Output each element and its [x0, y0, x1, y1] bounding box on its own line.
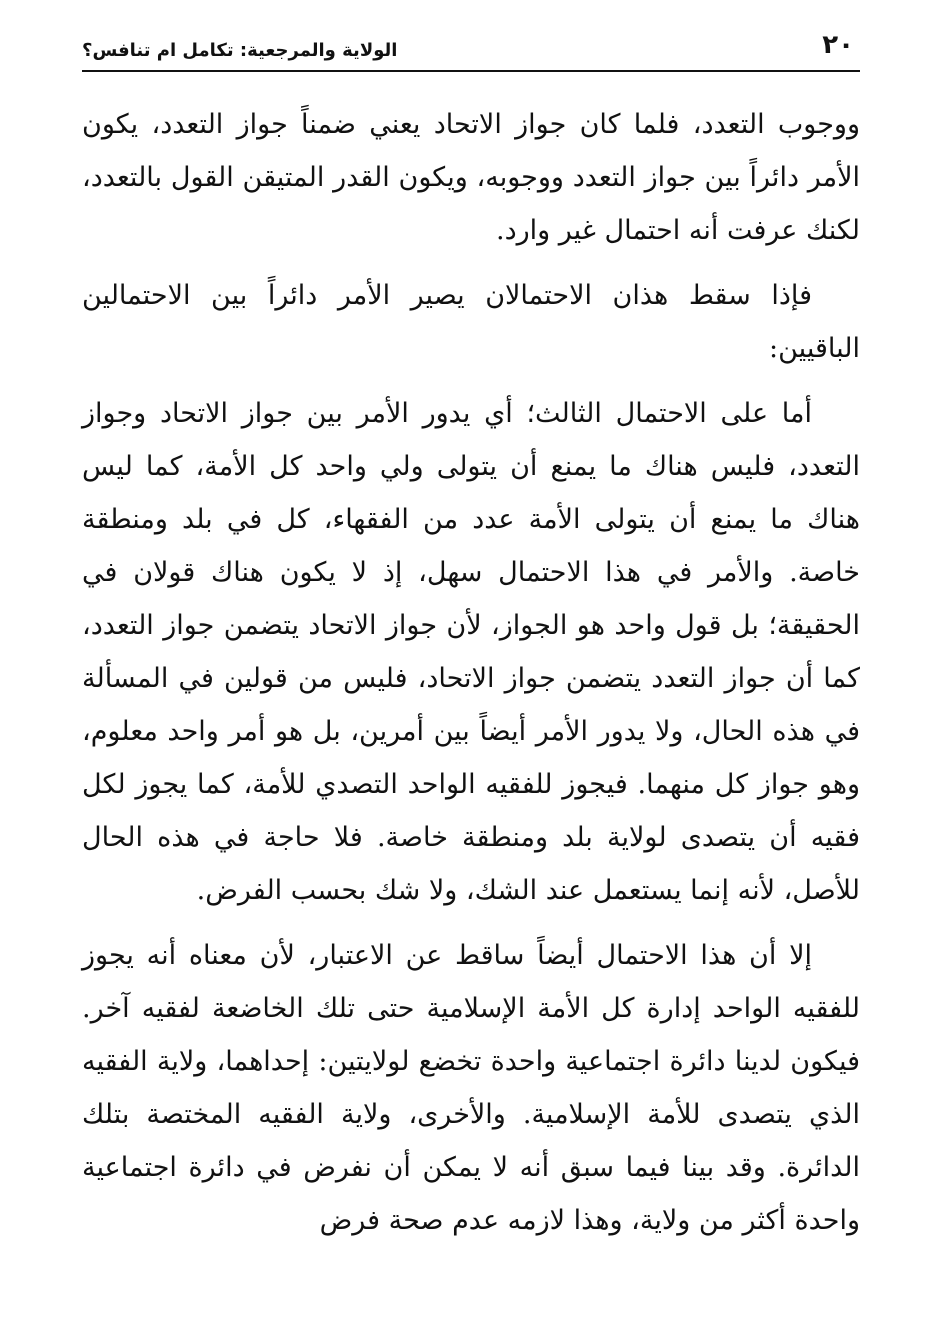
page-number: ٢٠	[822, 30, 854, 60]
paragraph-1: ووجوب التعدد، فلما كان جواز الاتحاد يعني ضمناً جواز التعدد، يكون الأمر دائراً بين جواز التعدد ووجوبه، ويكون القدر المتيقن القول بالتعدد، لكنك عرفت أنه احتمال غير وارد.	[82, 109, 860, 246]
page-header	[82, 30, 860, 72]
running-title: الولاية والمرجعية: تكامل ام تنافس؟	[82, 40, 398, 61]
body-text	[82, 98, 860, 1259]
paragraph-3: أما على الاحتمال الثالث؛ أي يدور الأمر بين جواز الاتحاد وجواز التعدد، فليس هناك ما يمنع أن يتولى ولي واحد كل الأمة، كما ليس هناك ما يمنع أن يتولى الأمة عدد من الفقهاء، كل في بلد ومنطقة خاصة. والأمر في هذا الاحتمال سهل، إذ لا يكون هناك قولان في الحقيقة؛ بل قول واحد هو الجواز، لأن جواز الاتحاد يتضمن جواز التعدد، كما أن جواز التعدد يتضمن جواز الاتحاد، فليس من قولين في المسألة في هذه الحال، ولا يدور الأمر أيضاً بين أمرين، بل هو أمر واحد معلوم، وهو جواز كل منهما. فيجوز للفقيه الواحد التصدي للأمة، كما يجوز لكل فقيه أن يتصدى لولاية بلد ومنطقة خاصة. فلا حاجة في هذه الحال للأصل، لأنه إنما يستعمل عند الشك، ولا شك بحسب الفرض.	[82, 398, 860, 906]
paragraph-4: إلا أن هذا الاحتمال أيضاً ساقط عن الاعتبار، لأن معناه أنه يجوز للفقيه الواحد إدارة كل الأمة الإسلامية حتى تلك الخاضعة لفقيه آخر. فيكون لدينا دائرة اجتماعية واحدة تخضع لولايتين: إحداهما، ولاية الفقيه الذي يتصدى للأمة الإسلامية. والأخرى، ولاية الفقيه المختصة بتلك الدائرة. وقد بينا فيما سبق أنه لا يمكن أن نفرض في دائرة اجتماعية واحدة أكثر من ولاية، وهذا لازمه عدم صحة فرض	[82, 940, 860, 1236]
paragraph-2: فإذا سقط هذان الاحتمالان يصير الأمر دائراً بين الاحتمالين الباقيين:	[82, 280, 860, 364]
